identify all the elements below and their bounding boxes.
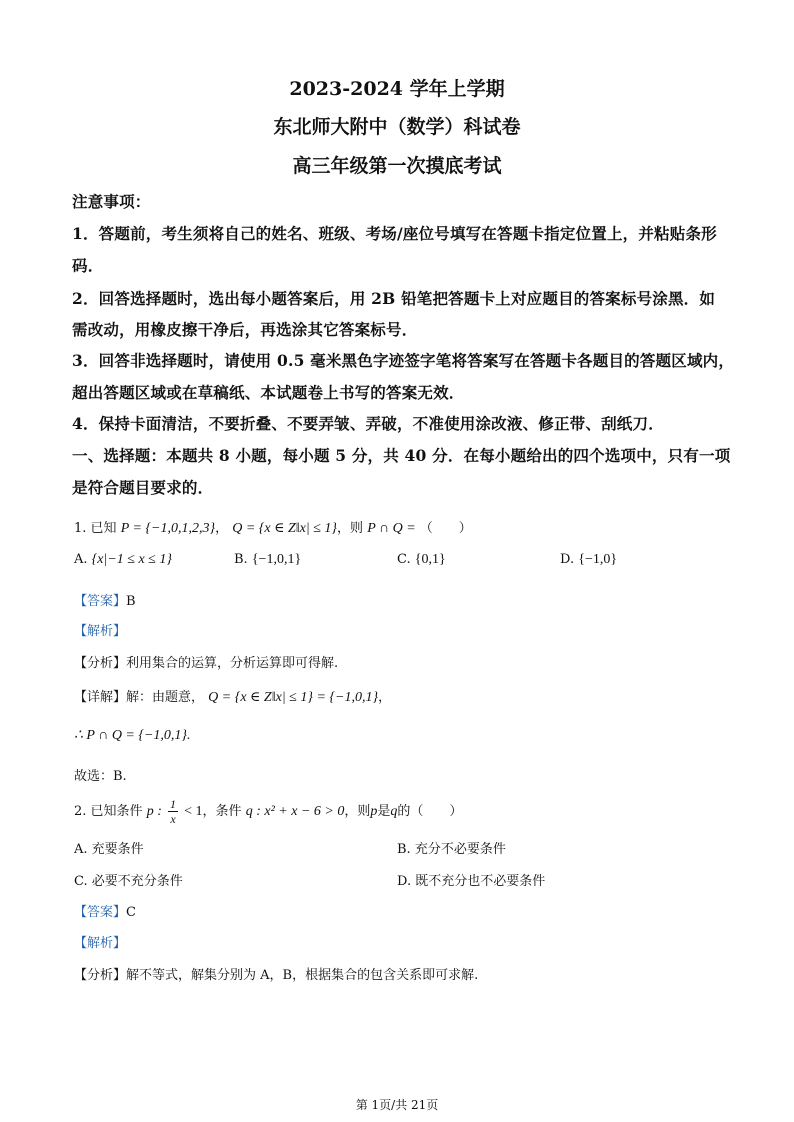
exam-year-title: 2023-2024 学年上学期 [289, 78, 505, 100]
q1-detail-math: Q = {x ∈ Z‖x| ≤ 1} = {−1,0,1} [208, 690, 379, 705]
q1-detail-text: 解：由题意， [126, 690, 205, 705]
q1-fenxi-text: 利用集合的运算，分析运算即可得解. [126, 656, 339, 671]
note-4: 4．保持卡面清洁，不要折叠、不要弄皱、弄破，不准使用涂改液、修正带、刮纸刀． [72, 414, 664, 433]
exam-name-title: 高三年级第一次摸底考试 [292, 155, 502, 177]
q1-option-c [397, 552, 446, 568]
q1-detail-end: ， [378, 690, 392, 705]
q1-fenxi-tag: 【分析】 [74, 656, 127, 671]
q1-detail [74, 686, 391, 706]
q1-prefix: 1. 已知 [74, 521, 117, 536]
q1-option-a-label: A. [74, 552, 88, 567]
note-2-line-1: 2．回答选择题时，选出每小题答案后，用 2B 铅笔把答题卡上对应题目的答案标号涂黑．如 [72, 289, 716, 308]
q1-stem [74, 517, 472, 537]
q1-answer [74, 590, 136, 609]
q2-answer [74, 901, 136, 920]
q1-option-b-label: B. [234, 552, 248, 567]
q2-option-b: B. 充分不必要条件 [397, 842, 506, 857]
q2-answer-value: C [126, 905, 136, 920]
q1-expression: P ∩ Q = [367, 521, 416, 536]
note-3-line-1: 3．回答非选择题时，请使用 0.5 毫米黑色字迹签字笔将答案写在答题卡各题目的答题区域内， [72, 351, 735, 370]
q1-option-a [74, 552, 172, 568]
section-1-line-2: 是符合题目要求的． [72, 478, 214, 497]
q2-then: ，则 [344, 804, 371, 819]
page-number-footer: 第 1页/共 21页 [355, 1098, 439, 1112]
q2-mid: ，条件 [202, 804, 242, 819]
note-2-line-2: 需改动，用橡皮擦干净后，再选涂其它答案标号． [72, 320, 418, 339]
q1-then: ，则 [337, 521, 364, 536]
q1-detail-tag: 【详解】 [74, 690, 127, 705]
note-1-line-2: 码． [72, 256, 104, 275]
note-3-line-2: 超出答题区域或在草稿纸、本试题卷上书写的答案无效． [72, 383, 465, 402]
q1-analysis-tag [74, 620, 126, 639]
q2-stem [74, 798, 462, 825]
q2-fraction-numerator: 1 [170, 797, 176, 811]
q2-is: 是 [377, 804, 391, 819]
q1-answer-paren: （ ） [419, 521, 472, 536]
notes-heading: 注意事项： [72, 192, 151, 211]
q1-answer-tag: 【答案】 [74, 594, 127, 609]
q1-option-b-value: {−1,0,1} [251, 552, 302, 567]
q1-option-d [560, 552, 617, 568]
q1-option-d-label: D. [560, 552, 575, 567]
q1-option-b [234, 552, 301, 568]
q2-prefix: 2. 已知条件 [74, 804, 143, 819]
q2-fenxi [74, 964, 478, 983]
q1-comma: ， [215, 521, 229, 536]
q1-set-q: Q = {x ∈ Z‖x| ≤ 1} [232, 521, 338, 536]
q2-option-a: A. 充要条件 [74, 842, 144, 857]
q2-fenxi-tag: 【分析】 [74, 968, 127, 983]
q2-p-var: p [370, 804, 378, 819]
q1-option-d-value: {−1,0} [578, 552, 618, 567]
section-1-line-1: 一、选择题：本题共 8 小题，每小题 5 分，共 40 分．在每小题给出的四个选项中，只有一项 [72, 446, 731, 465]
q2-q-var: q [390, 804, 398, 819]
q2-answer-tag: 【答案】 [74, 905, 127, 920]
q1-option-c-label: C. [397, 552, 411, 567]
q2-p-label: p : [146, 804, 162, 819]
q2-option-d: D. 既不充分也不必要条件 [397, 874, 546, 889]
q2-analysis-label: 【解析】 [74, 936, 127, 951]
q1-answer-value: B [126, 594, 136, 609]
q1-option-c-value: {0,1} [414, 552, 446, 567]
q2-analysis-tag [74, 932, 126, 951]
q2-of: 的（ ） [397, 804, 463, 819]
q2-q-expression: q : x² + x − 6 > 0 [245, 804, 345, 819]
q1-therefore: ∴ P ∩ Q = {−1,0,1}. [74, 728, 191, 743]
q1-option-a-value: {x|−1 ≤ x ≤ 1} [91, 552, 172, 567]
q1-fenxi [74, 652, 338, 671]
q1-choose: 故选：B. [74, 769, 127, 784]
q2-fraction [168, 798, 178, 825]
q1-set-p: P = {−1,0,1,2,3} [120, 521, 216, 536]
q2-option-c: C. 必要不充分条件 [74, 874, 183, 889]
q2-p-rest: < 1 [184, 804, 203, 819]
exam-school-title: 东北师大附中（数学）科试卷 [273, 116, 521, 138]
q1-analysis-label: 【解析】 [74, 624, 127, 639]
q2-fraction-denominator: x [170, 812, 176, 826]
note-1-line-1: 1．答题前，考生须将自己的姓名、班级、考场/座位号填写在答题卡指定位置上，并粘贴条形 [72, 224, 717, 243]
q2-fenxi-text: 解不等式，解集分别为 A，B，根据集合的包含关系即可求解. [126, 968, 479, 983]
